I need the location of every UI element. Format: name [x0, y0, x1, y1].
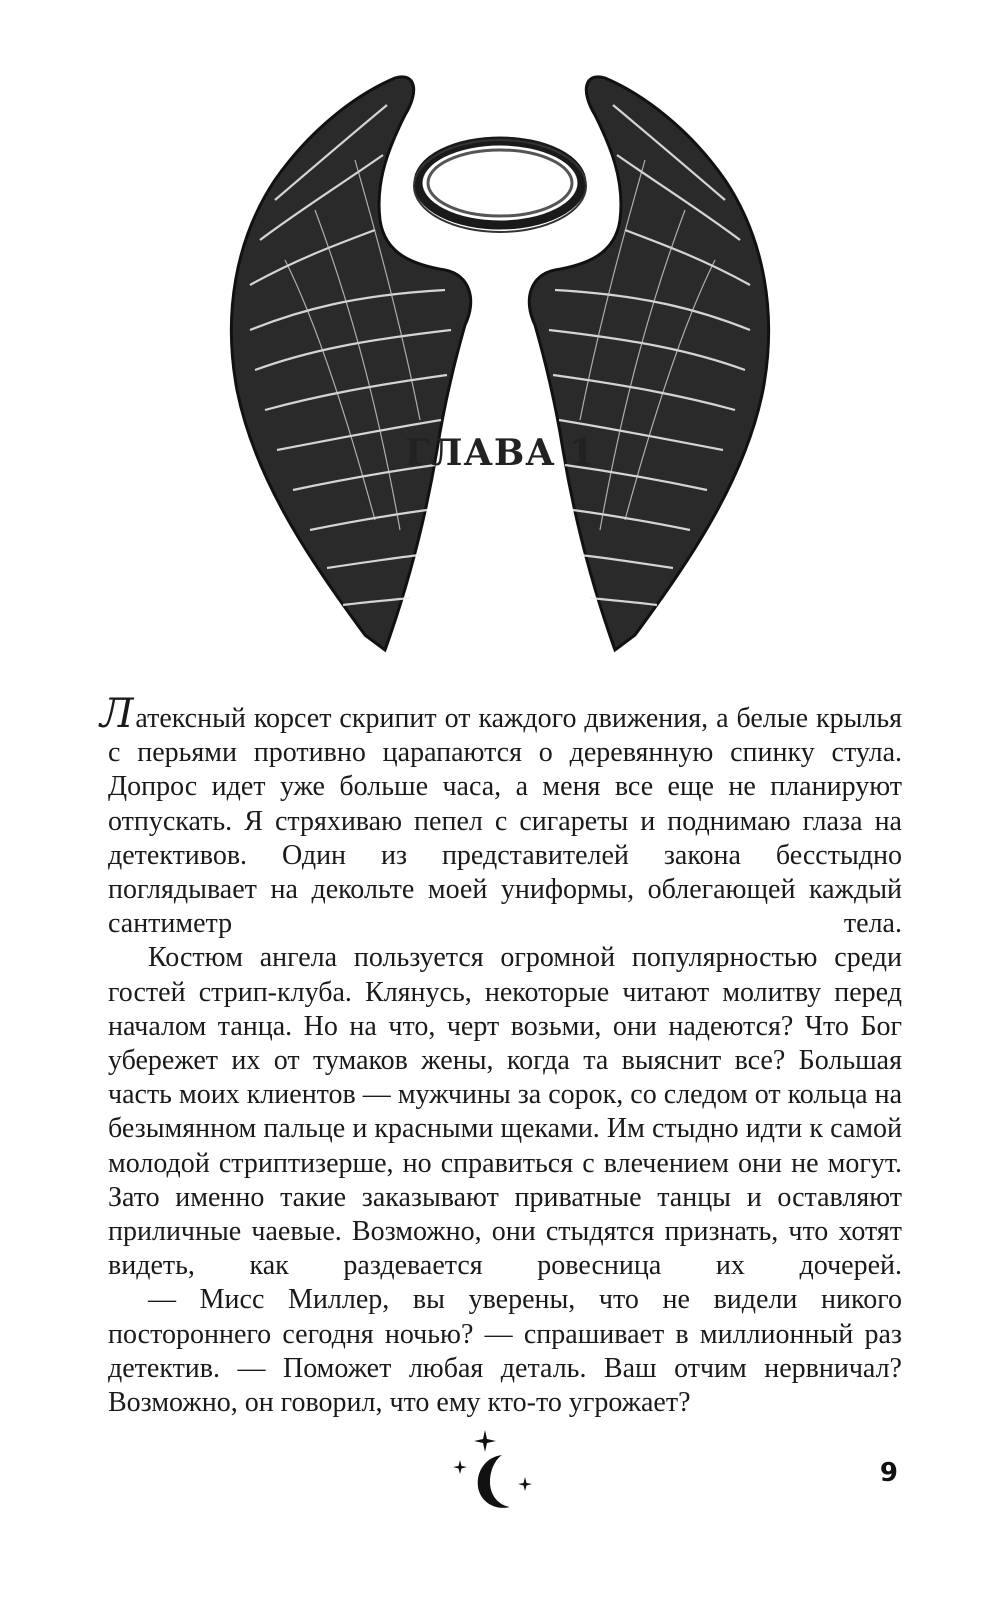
drop-cap: Л	[100, 691, 134, 737]
paragraph-1-text: атексный корсет скрипит от каждого движения, а белые крылья с перьями противно царапаются о деревянную спинку стула. Допрос идет уже больше часа, а меня все еще не планируют отпускать. Я стряхиваю пепел с сигареты и поднимаю глаза на детективов. Один из представителей закона бесстыдно поглядывает на декольте моей униформы, облегающей каждый сантиметр тела.	[108, 703, 902, 940]
chapter-title: ГЛАВА 1	[404, 432, 596, 474]
paragraph-1	[100, 691, 902, 941]
chapter-body	[100, 691, 902, 1420]
crescent-moon-stars-icon	[450, 1425, 540, 1520]
angel-wings-halo-illustration	[215, 60, 785, 670]
page-number: 9	[879, 1458, 898, 1488]
halo-icon	[414, 140, 586, 232]
paragraph-2: Костюм ангела пользуется огромной популярностью среди гостей стрип-клуба. Клянусь, некоторые читают молитву перед началом танца. Но на что, черт возьми, они надеются? Что Бог убережет их от тумаков жены, когда та выяснит все? Большая часть моих клиентов — мужчины за сорок, со следом от кольца на безымянном пальце и красными щеками. Им стыдно идти к самой молодой стриптизерше, но справиться с влечением они не могут. Зато именно такие заказывают приватные танцы и оставляют приличные чаевые. Возможно, они стыдятся признать, что хотят видеть, как раздевается ровесница их дочерей.	[108, 942, 902, 1282]
paragraph-3: — Мисс Миллер, вы уверены, что не видели никого постороннего сегодня ночью? — спрашивает в миллионный раз детектив. — Поможет любая деталь. Ваш отчим нервничал? Возможно, он говорил, что ему кто-то угрожает?	[108, 1284, 902, 1419]
